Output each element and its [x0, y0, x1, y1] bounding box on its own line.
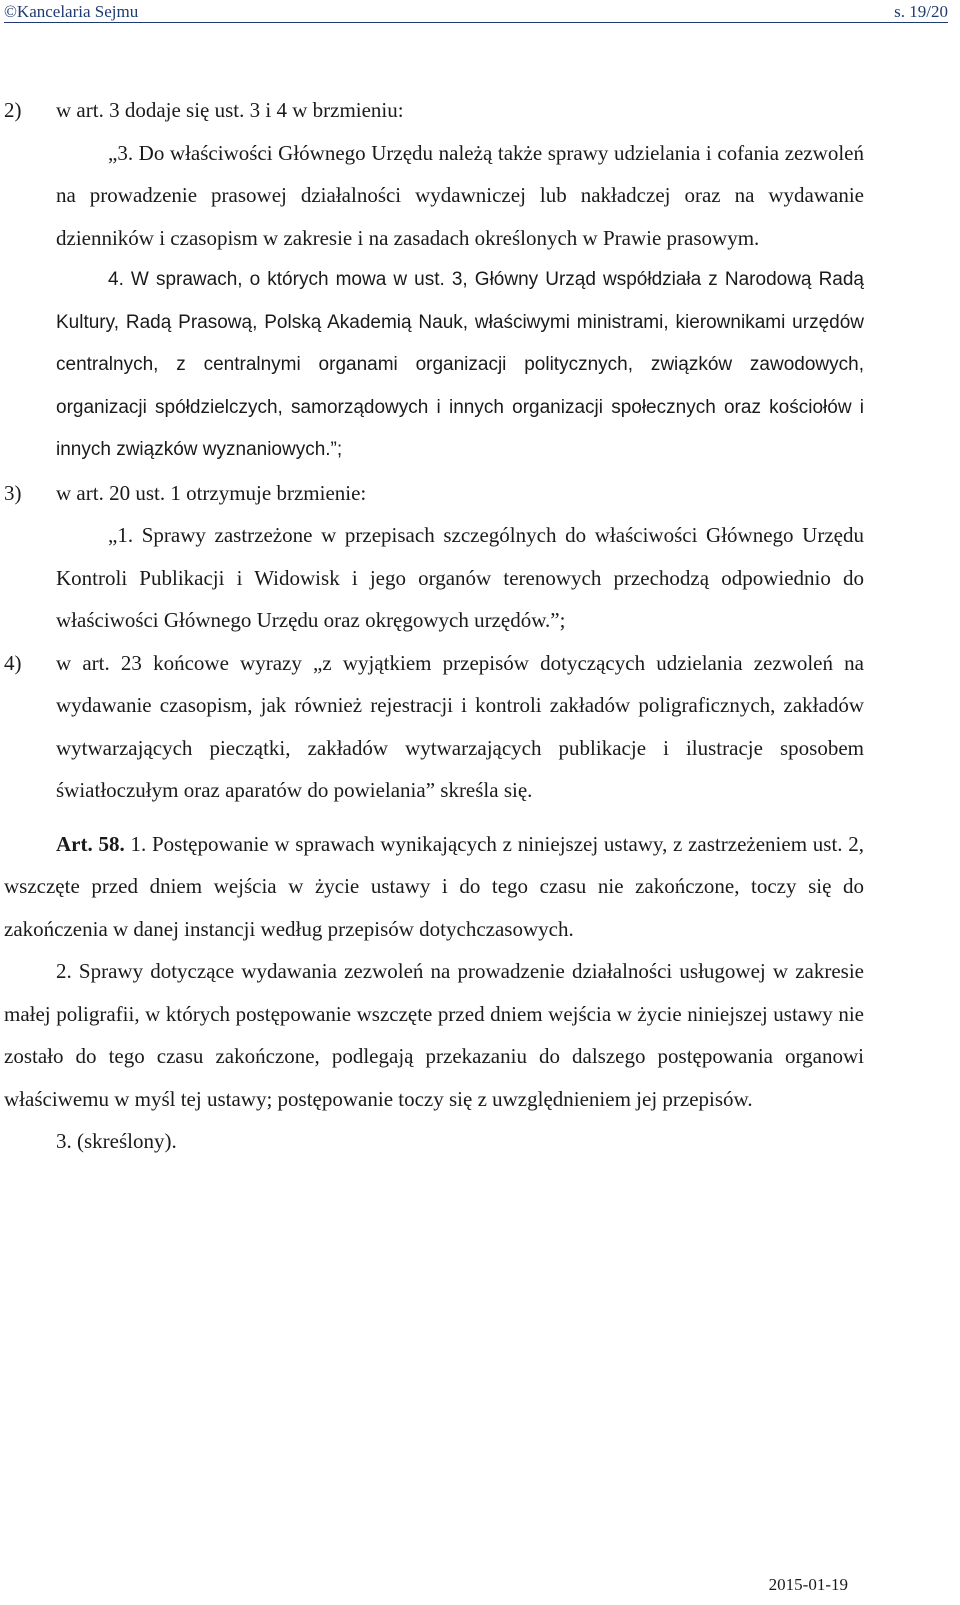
- article-58-paragraph-3: 3. (skreślony).: [56, 1129, 177, 1153]
- header-publisher: ©Kancelaria Sejmu: [4, 2, 139, 21]
- list-item-4: [4, 642, 864, 812]
- item-text: w art. 20 ust. 1 otrzymuje brzmienie:: [56, 480, 367, 505]
- list-item-2: [4, 89, 864, 132]
- quoted-paragraph-3: „3. Do właściwości Głównego Urzędu należą także sprawy udzielania i cofania zezwoleń na prowadzenie prasowej działalności wydawniczej lub nakładczej oraz na wydawanie dzienników i czasopism w zakresie i na zasadach określonych w Prawie prasowym.: [56, 140, 864, 250]
- quoted-paragraph-1: „1. Sprawy zastrzeżone w przepisach szczególnych do właściwości Głównego Urzędu Kontroli Publikacji i Widowisk i jego organów terenowych przechodzą odpowiednio do właściwości Głównego Urzędu oraz okręgowych urzędów.”;: [56, 523, 864, 632]
- list-item-3: [4, 472, 864, 515]
- article-58-paragraph-2: 2. Sprawy dotyczące wydawania zezwoleń na prowadzenie działalności usługowej w zakresie małej poligrafii, w których postępowanie wszczęte przed dniem wejścia w życie niniejszej ustawy nie zostało do tego czasu zakończone, podlegają przekazaniu do dalszego postępowania organowi właściwemu w myśl tej ustawy; postępowanie toczy się z uwzględnieniem jej przepisów.: [4, 959, 864, 1111]
- article-label: Art. 58.: [56, 831, 125, 856]
- item-number: 2): [4, 98, 22, 122]
- item-text: w art. 3 dodaje się ust. 3 i 4 w brzmieniu:: [56, 98, 404, 122]
- header-rule: [4, 22, 948, 23]
- footer-date: 2015-01-19: [768, 1575, 848, 1594]
- article-58-paragraph-1: [4, 823, 864, 951]
- item-number: 3): [4, 480, 22, 505]
- quoted-paragraph-4: 4. W sprawach, o których mowa w ust. 3, Główny Urząd współdziała z Narodową Radą Kultury, Radą Prasową, Polską Akademią Nauk, właściwymi ministrami, kierownikami urzędów centralnych, z centralnymi organami organizacji politycznych, związków zawodowych, organizacji spółdzielczych, samorządowych i innych organizacji społecznych oraz kościołów i innych związków wyznaniowych.”;: [56, 269, 864, 460]
- header-page-number: s. 19/20: [894, 2, 948, 21]
- page-header: [4, 0, 948, 22]
- article-58-1-text: 1. Postępowanie w sprawach wynikających z niniejszej ustawy, z zastrzeżeniem ust. 2, wszczęte przed dniem wejścia w życie ustawy i do tego czasu nie zakończone, toczy się do zakończenia w danej instancji według przepisów dotychczasowych.: [4, 831, 865, 941]
- item-number: 4): [4, 650, 22, 675]
- document-body: [4, 89, 864, 1163]
- item-text: w art. 23 końcowe wyrazy „z wyjątkiem przepisów dotyczących udzielania zezwoleń na wydawanie czasopism, jak również rejestracji i kontroli zakładów poligraficznych, zakładów wytwarzających pieczątki, zakładów wytwarzających publikacje i ilustracje sposobem światłoczułym oraz aparatów do powielania” skreśla się.: [56, 650, 864, 802]
